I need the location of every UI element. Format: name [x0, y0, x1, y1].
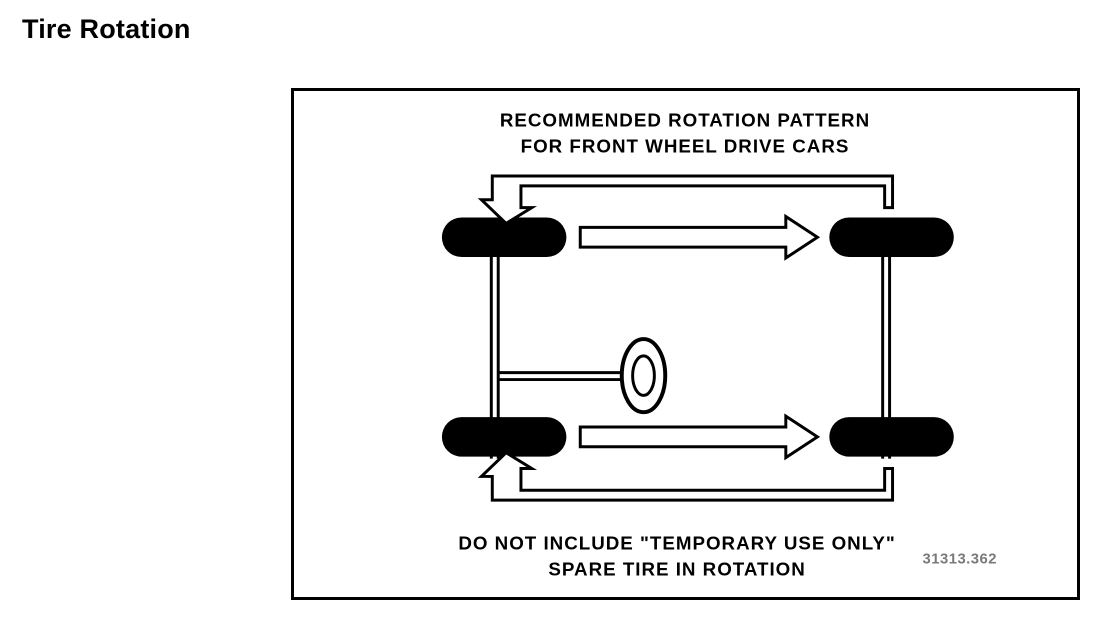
arrow-front-right-to-front-left-crossover — [481, 176, 892, 223]
figure-code: 31313.362 — [922, 551, 997, 568]
arrow-rear-left-to-rear-right — [580, 416, 817, 458]
diagram-heading-line2: FOR FRONT WHEEL DRIVE CARS — [520, 135, 850, 157]
tire-rear-left — [442, 417, 567, 457]
diagram-heading-line1: RECOMMENDED ROTATION PATTERN — [499, 109, 871, 131]
tire-front-right — [829, 218, 954, 258]
arrow-front-left-to-front-right — [580, 217, 817, 259]
page-title: Tire Rotation — [22, 14, 191, 44]
tire-rear-right — [829, 417, 954, 457]
diagram-canvas — [294, 91, 1077, 597]
tire-rotation-diagram — [291, 88, 1080, 600]
diagram-note-line1: DO NOT INCLUDE "TEMPORARY USE ONLY" — [458, 532, 896, 554]
steering-wheel — [622, 339, 665, 412]
arrow-rear-right-to-rear-left-crossover — [481, 453, 892, 500]
diagram-note-line2: SPARE TIRE IN ROTATION — [548, 558, 806, 580]
